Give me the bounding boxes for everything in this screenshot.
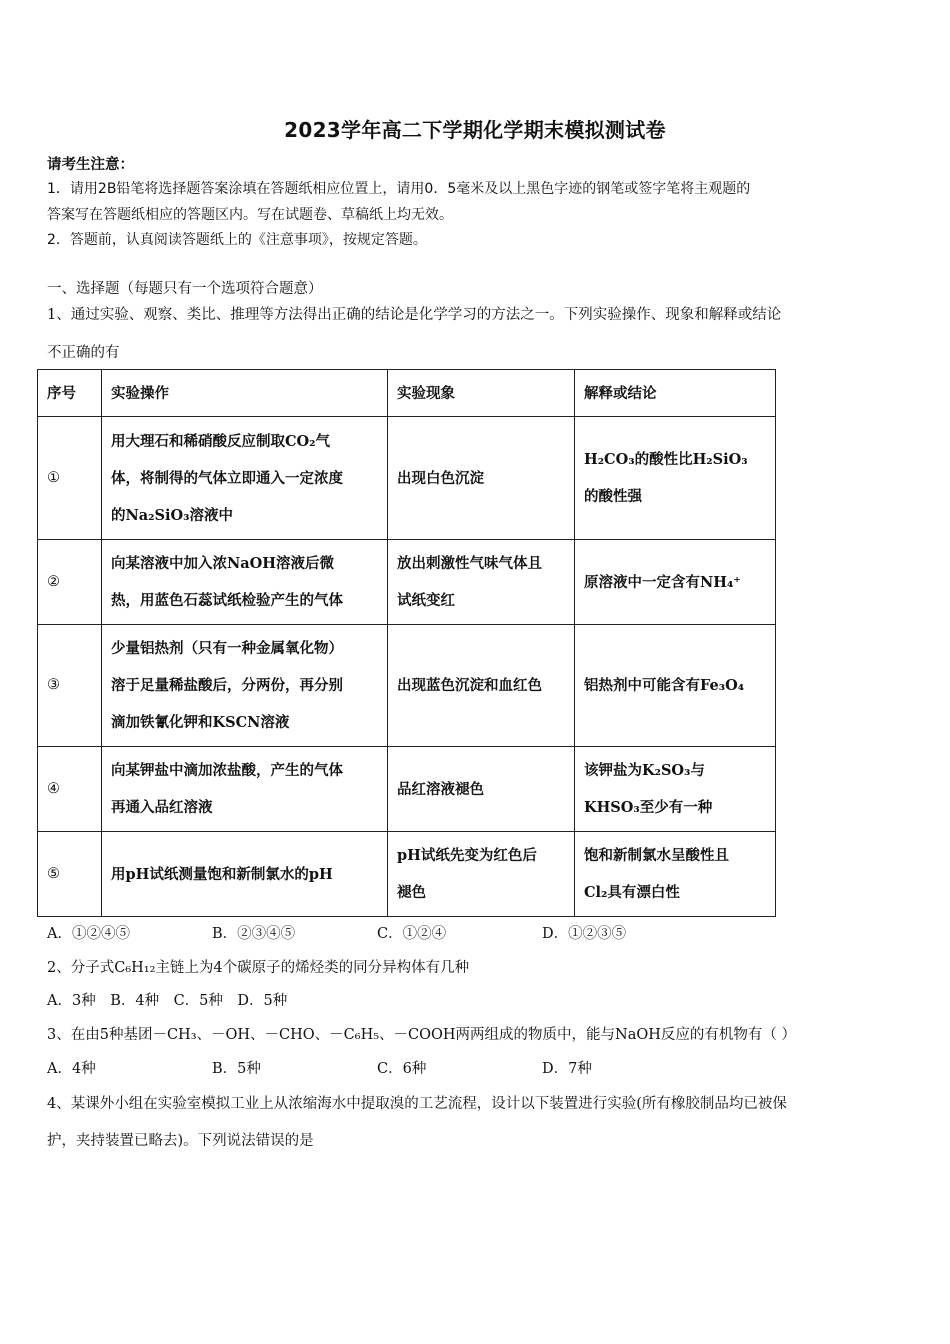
- question-3-options: [47, 1057, 747, 1077]
- cell-line: 原溶液中一定含有NH₄⁺: [584, 573, 741, 591]
- cell-line: pH试纸先变为红色后: [397, 847, 537, 864]
- option-b[interactable]: B．②③④⑤: [212, 926, 296, 942]
- option-c[interactable]: C．6种: [377, 1061, 427, 1077]
- phenomenon-cell: [388, 540, 575, 625]
- table-row: [38, 417, 776, 540]
- table-header-row: [38, 370, 776, 417]
- phenomenon-cell: [388, 832, 575, 917]
- operation-cell: [102, 747, 388, 832]
- cell-line: 向某溶液中加入浓NaOH溶液后微: [111, 555, 334, 572]
- phenomenon-cell: [388, 625, 575, 747]
- cell-line: 滴加铁氰化钾和KSCN溶液: [111, 714, 290, 731]
- option-d[interactable]: D．7种: [542, 1061, 592, 1077]
- cell-line: KHSO₃至少有一种: [584, 799, 713, 816]
- cell-line: Cl₂具有漂白性: [584, 884, 680, 901]
- header-cell: 解释或结论: [575, 370, 776, 417]
- option-a[interactable]: A．4种: [47, 1061, 96, 1077]
- operation-cell: [102, 832, 388, 917]
- operation-cell: [102, 417, 388, 540]
- row-number: ④: [38, 747, 102, 832]
- phenomenon-cell: [388, 417, 575, 540]
- operation-cell: [102, 540, 388, 625]
- phenomenon-cell: [388, 747, 575, 832]
- option-c[interactable]: C．①②④: [377, 926, 447, 942]
- notice-item-2: 2．答题前，认真阅读答题纸上的《注意事项》，按规定答题。: [47, 232, 427, 248]
- cell-line: 试纸变红: [397, 592, 455, 609]
- cell-line: 向某钾盐中滴加浓盐酸，产生的气体: [111, 762, 343, 779]
- section-heading: 一、选择题（每题只有一个选项符合题意）: [47, 281, 323, 297]
- question-4-stem-line-1: 4、某课外小组在实验室模拟工业上从浓缩海水中提取溴的工艺流程，设计以下装置进行实验(所有橡胶制品均已被保: [47, 1096, 787, 1112]
- option-a[interactable]: A．①②④⑤: [47, 926, 130, 942]
- table-row: [38, 540, 776, 625]
- cell-line: 铝热剂中可能含有Fe₃O₄: [584, 677, 745, 694]
- notice-heading: 请考生注意：: [47, 156, 134, 173]
- cell-line: 体，将制得的气体立即通入一定浓度: [111, 469, 343, 487]
- question-2-stem: 2、分子式C₆H₁₂主链上为4个碳原子的烯烃类的同分异构体有几种: [47, 960, 470, 976]
- question-1-stem-line-2: 不正确的有: [47, 345, 120, 361]
- conclusion-cell: [575, 832, 776, 917]
- table-row: [38, 832, 776, 917]
- cell-line: 少量铝热剂（只有一种金属氧化物）: [111, 640, 343, 657]
- cell-line: 的酸性强: [584, 488, 642, 505]
- experiment-table: [37, 369, 776, 917]
- table-row: [38, 625, 776, 747]
- conclusion-cell: [575, 417, 776, 540]
- cell-line: 品红溶液褪色: [397, 780, 484, 798]
- operation-cell: [102, 625, 388, 747]
- cell-line: 溶于足量稀盐酸后，分两份，再分别: [111, 677, 343, 694]
- conclusion-cell: [575, 747, 776, 832]
- question-1-options: [47, 922, 747, 942]
- question-2-options: A．3种 B．4种 C．5种 D．5种: [47, 993, 288, 1009]
- question-3-stem: 3、在由5种基团－CH₃、－OH、－CHO、－C₆H₅、－COOH两两组成的物质中，能与NaOH反应的有机物有（ ）: [47, 1027, 797, 1043]
- option-b[interactable]: B．5种: [212, 1061, 261, 1077]
- cell-line: 用pH试纸测量饱和新制氯水的pH: [111, 865, 333, 883]
- conclusion-cell: [575, 625, 776, 747]
- cell-line: 热，用蓝色石蕊试纸检验产生的气体: [111, 592, 343, 609]
- cell-line: H₂CO₃的酸性比H₂SiO₃: [584, 451, 748, 468]
- cell-line: 出现蓝色沉淀和血红色: [397, 677, 542, 694]
- row-number: ②: [38, 540, 102, 625]
- option-d[interactable]: D．①②③⑤: [542, 926, 627, 942]
- cell-line: 放出刺激性气味气体且: [397, 555, 542, 572]
- question-4-stem-line-2: 护，夹持装置已略去)。下列说法错误的是: [47, 1133, 314, 1149]
- cell-line: 出现白色沉淀: [397, 469, 484, 487]
- cell-line: 该钾盐为K₂SO₃与: [584, 762, 705, 779]
- header-cell: 实验操作: [102, 370, 388, 417]
- header-cell: 实验现象: [388, 370, 575, 417]
- table-row: [38, 747, 776, 832]
- cell-line: 褪色: [397, 884, 426, 901]
- page-title: 2023学年高二下学期化学期末模拟测试卷: [284, 118, 666, 142]
- header-cell: 序号: [38, 370, 102, 417]
- conclusion-cell: [575, 540, 776, 625]
- row-number: ⑤: [38, 832, 102, 917]
- cell-line: 的Na₂SiO₃溶液中: [111, 506, 233, 524]
- cell-line: 用大理石和稀硝酸反应制取CO₂气: [111, 432, 331, 450]
- notice-item-1-line-2: 答案写在答题纸相应的答题区内。写在试题卷、草稿纸上均无效。: [47, 207, 453, 223]
- cell-line: 饱和新制氯水呈酸性且: [584, 847, 729, 864]
- row-number: ①: [38, 417, 102, 540]
- notice-item-1-line-1: 1．请用2B铅笔将选择题答案涂填在答题纸相应位置上，请用0．5毫米及以上黑色字迹的钢笔或签字笔将主观题的: [47, 181, 751, 197]
- row-number: ③: [38, 625, 102, 747]
- question-1-stem-line-1: 1、通过实验、观察、类比、推理等方法得出正确的结论是化学学习的方法之一。下列实验操作、现象和解释或结论: [47, 307, 782, 323]
- cell-line: 再通入品红溶液: [111, 799, 213, 816]
